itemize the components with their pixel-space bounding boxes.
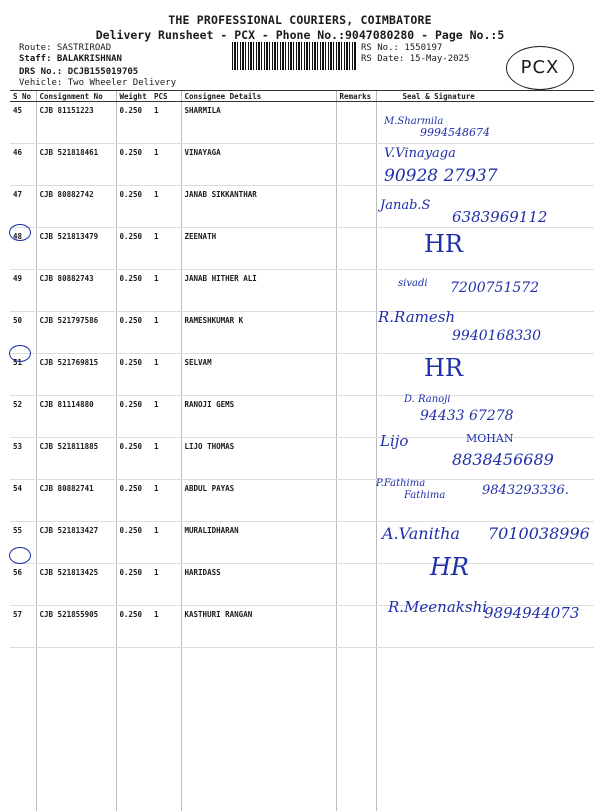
consignee: ABDUL PAYAS <box>181 480 336 522</box>
sig-48-mark: HR <box>424 230 463 258</box>
weight: 0.250 <box>116 438 151 480</box>
consignee: JANAB SIKKANTHAR <box>181 186 336 228</box>
sno: 50 <box>10 312 36 354</box>
consignment-no: CJB 521818461 <box>36 144 116 186</box>
col-signature: Seal & Signature <box>376 91 594 102</box>
sig-57-phone: 9894944073 <box>484 604 580 622</box>
sig-49-name: sivadi <box>398 278 428 289</box>
table-row <box>10 270 594 312</box>
pcs: 1 <box>151 144 181 186</box>
remarks <box>336 312 376 354</box>
signature-cell <box>376 564 594 606</box>
staff: Staff: BALAKRISHNAN <box>19 54 122 64</box>
pcs: 1 <box>151 564 181 606</box>
pcs: 1 <box>151 438 181 480</box>
sig-52-phone: 94433 67278 <box>420 408 514 424</box>
remarks <box>336 354 376 396</box>
remarks <box>336 480 376 522</box>
signature-cell <box>376 522 594 564</box>
col-weight: Weight <box>116 91 151 102</box>
consignee: SHARMILA <box>181 102 336 144</box>
pcs: 1 <box>151 312 181 354</box>
route: Route: SASTRIROAD <box>19 43 112 53</box>
table-row <box>10 522 594 564</box>
consignee: SELVAM <box>181 354 336 396</box>
sno: 57 <box>10 606 36 648</box>
weight: 0.250 <box>116 312 151 354</box>
sno: 55 <box>10 522 36 564</box>
sig-54-phone: 9843293336. <box>482 483 569 498</box>
runsheet-table <box>10 90 594 811</box>
signature-cell <box>376 396 594 438</box>
sig-49-phone: 7200751572 <box>450 280 540 296</box>
remarks <box>336 606 376 648</box>
consignment-no: CJB 521813427 <box>36 522 116 564</box>
consignment-no: CJB 521811885 <box>36 438 116 480</box>
rs-number: RS No.: 1550197 <box>361 43 443 53</box>
sig-45-name: M.Sharmila <box>384 116 444 127</box>
consignment-no: CJB 80882742 <box>36 186 116 228</box>
consignment-no: CJB 521797586 <box>36 312 116 354</box>
consignment-no: CJB 81114880 <box>36 396 116 438</box>
weight: 0.250 <box>116 564 151 606</box>
consignee: MURALIDHARAN <box>181 522 336 564</box>
remarks <box>336 438 376 480</box>
remarks <box>336 102 376 144</box>
table-row <box>10 312 594 354</box>
remarks <box>336 228 376 270</box>
pcs: 1 <box>151 228 181 270</box>
col-pcs: PCS <box>151 91 181 102</box>
pcs: 1 <box>151 606 181 648</box>
consignment-no: CJB 521855905 <box>36 606 116 648</box>
weight: 0.250 <box>116 354 151 396</box>
sno: 48 <box>10 228 36 270</box>
sig-53-name: Lijo <box>380 432 409 450</box>
consignee: LIJO THOMAS <box>181 438 336 480</box>
consignment-no: CJB 80882743 <box>36 270 116 312</box>
consignment-no: CJB 521769815 <box>36 354 116 396</box>
pcs: 1 <box>151 354 181 396</box>
col-consignee: Consignee Details <box>181 91 336 102</box>
table-row <box>10 564 594 606</box>
sig-53-phone: 8838456689 <box>452 450 554 469</box>
consignee: KASTHURI RANGAN <box>181 606 336 648</box>
rs-date: RS Date: 15-May-2025 <box>361 54 470 64</box>
sig-54-name: P.Fathima <box>376 478 426 489</box>
consignment-no: CJB 81151223 <box>36 102 116 144</box>
signature-cell <box>376 354 594 396</box>
weight: 0.250 <box>116 102 151 144</box>
sno: 53 <box>10 438 36 480</box>
vehicle: Vehicle: Two Wheeler Delivery <box>19 78 177 88</box>
sno: 49 <box>10 270 36 312</box>
table-row <box>10 354 594 396</box>
consignee: JANAB HITHER ALI <box>181 270 336 312</box>
pcs: 1 <box>151 270 181 312</box>
consignment-no: CJB 80882741 <box>36 480 116 522</box>
remarks <box>336 396 376 438</box>
col-consignment: Consignment No <box>36 91 116 102</box>
signature-cell <box>376 480 594 522</box>
signature-cell <box>376 270 594 312</box>
sno: 47 <box>10 186 36 228</box>
barcode <box>232 42 356 70</box>
page-subtitle: Delivery Runsheet - PCX - Phone No.:9047080280 - Page No.:5 <box>95 28 505 42</box>
table-row <box>10 606 594 648</box>
sig-46-name: V.Vinayaga <box>384 146 456 161</box>
sno: 56 <box>10 564 36 606</box>
table-row <box>10 228 594 270</box>
sno: 45 <box>10 102 36 144</box>
consignee: ZEENATH <box>181 228 336 270</box>
weight: 0.250 <box>116 522 151 564</box>
sig-50-name: R.Ramesh <box>378 308 456 326</box>
weight: 0.250 <box>116 270 151 312</box>
sig-51-mark: HR <box>424 354 463 382</box>
sig-50-phone: 9940168330 <box>452 328 542 344</box>
table-row <box>10 144 594 186</box>
remarks <box>336 564 376 606</box>
sig-55-phone: 7010038996 <box>488 524 590 543</box>
pcs: 1 <box>151 102 181 144</box>
signature-cell <box>376 228 594 270</box>
pcs: 1 <box>151 186 181 228</box>
signature-cell <box>376 102 594 144</box>
signature-cell <box>376 144 594 186</box>
page-title: THE PROFESSIONAL COURIERS, COIMBATORE <box>168 13 432 27</box>
sig-57-name: R.Meenakshi <box>388 598 488 616</box>
table-row <box>10 396 594 438</box>
pcx-stamp: PCX <box>506 46 574 90</box>
sno: 51 <box>10 354 36 396</box>
table-row <box>10 438 594 480</box>
remarks <box>336 186 376 228</box>
consignment-no: CJB 521813425 <box>36 564 116 606</box>
table-row-blank <box>10 648 594 811</box>
signature-cell <box>376 186 594 228</box>
pcs: 1 <box>151 480 181 522</box>
weight: 0.250 <box>116 396 151 438</box>
col-sno: S No <box>10 91 36 102</box>
remarks <box>336 522 376 564</box>
weight: 0.250 <box>116 228 151 270</box>
consignee: HARIDASS <box>181 564 336 606</box>
sig-55-name: A.Vanitha <box>382 524 460 543</box>
col-remarks: Remarks <box>336 91 376 102</box>
pcs: 1 <box>151 396 181 438</box>
consignment-no: CJB 521813479 <box>36 228 116 270</box>
table-header-row <box>10 91 594 102</box>
sno: 52 <box>10 396 36 438</box>
sig-53-extra: MOHAN <box>466 432 514 445</box>
sig-47-name: Janab.S <box>380 198 431 213</box>
consignee: RAMESHKUMAR K <box>181 312 336 354</box>
consignee: VINAYAGA <box>181 144 336 186</box>
sig-46-phone: 90928 27937 <box>384 166 498 186</box>
weight: 0.250 <box>116 144 151 186</box>
drs-number: DRS No.: DCJB155019705 <box>19 67 139 77</box>
sno: 46 <box>10 144 36 186</box>
sig-47-phone: 6383969112 <box>452 208 548 226</box>
signature-cell <box>376 438 594 480</box>
table-row <box>10 480 594 522</box>
weight: 0.250 <box>116 480 151 522</box>
pcs: 1 <box>151 522 181 564</box>
table-row <box>10 102 594 144</box>
consignee: RANOJI GEMS <box>181 396 336 438</box>
remarks <box>336 144 376 186</box>
table-row <box>10 186 594 228</box>
weight: 0.250 <box>116 186 151 228</box>
sno: 54 <box>10 480 36 522</box>
signature-cell <box>376 606 594 648</box>
sig-45-phone: 9994548674 <box>420 126 490 139</box>
signature-cell <box>376 312 594 354</box>
sig-54-extra: Fathima <box>404 490 446 501</box>
weight: 0.250 <box>116 606 151 648</box>
sig-52-name: D. Ranoji <box>404 394 451 405</box>
sig-56-mark: HR <box>430 553 469 581</box>
remarks <box>336 270 376 312</box>
